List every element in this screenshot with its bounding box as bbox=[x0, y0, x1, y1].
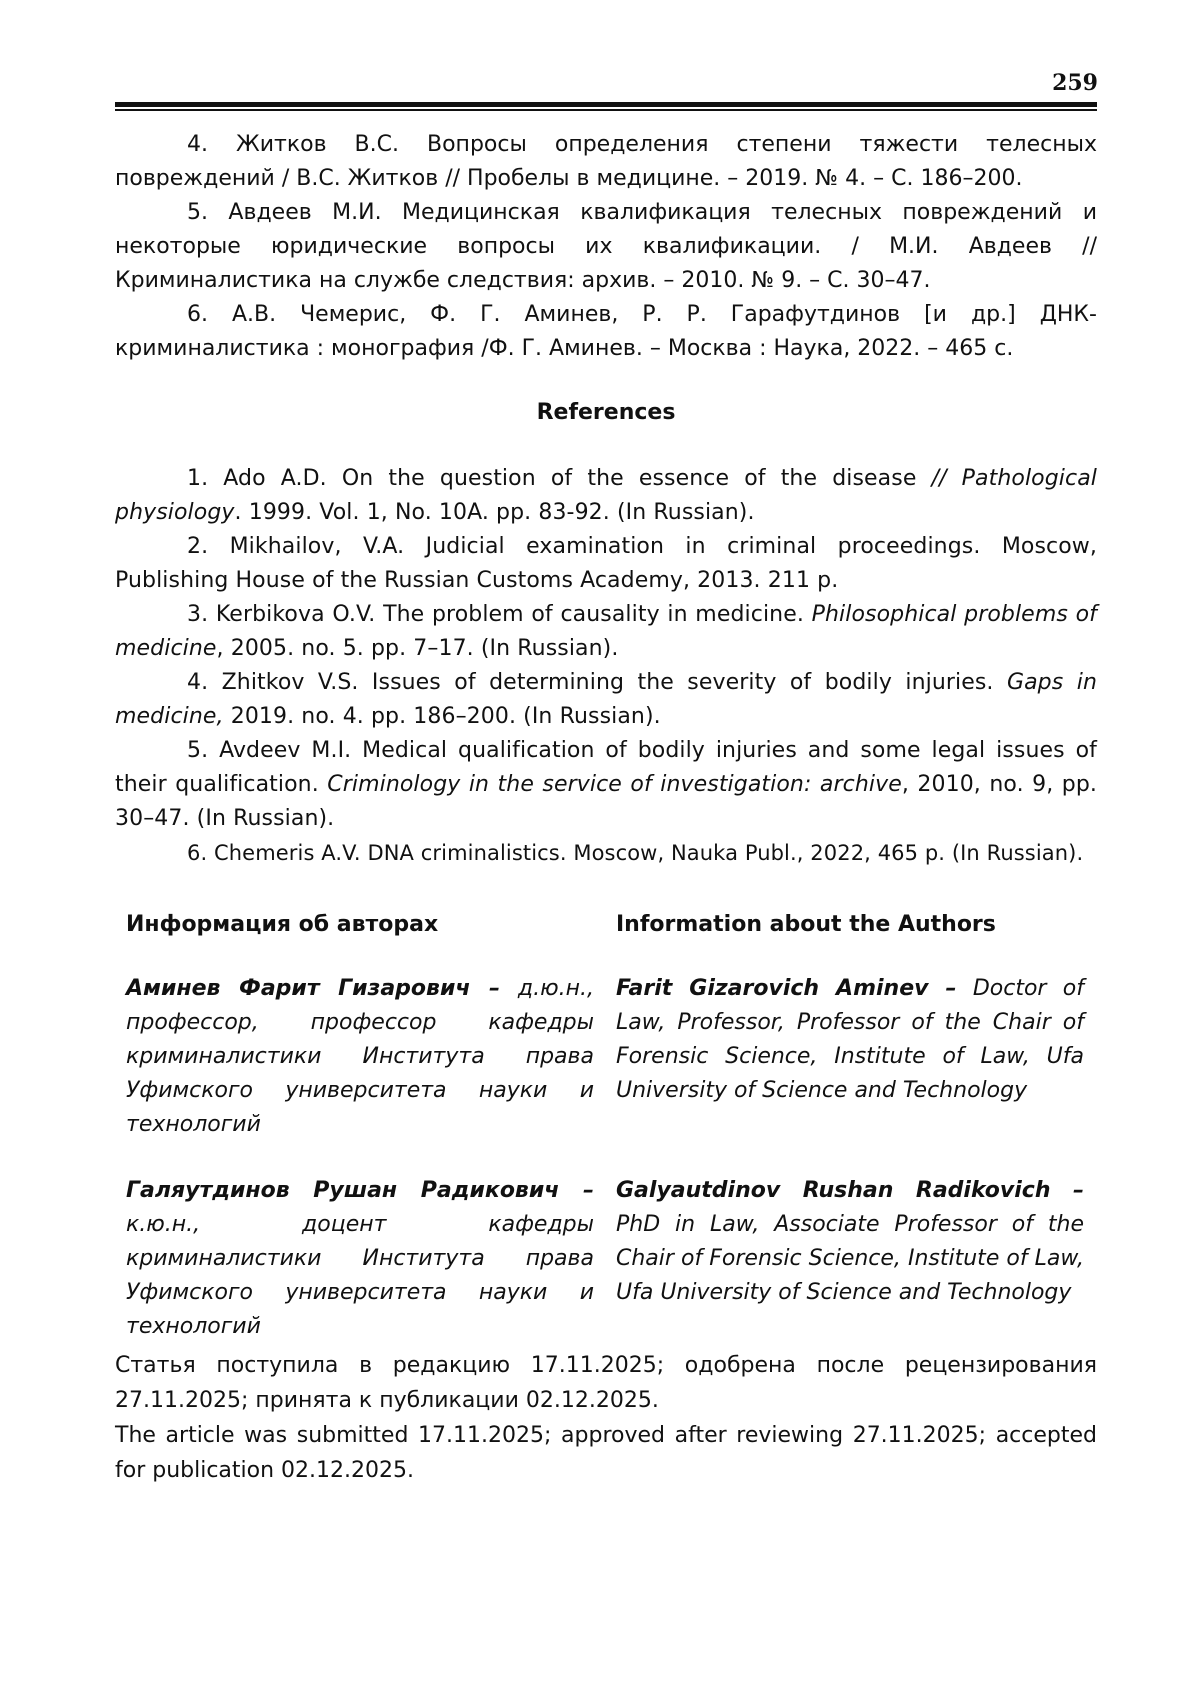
references-heading: References bbox=[536, 400, 676, 425]
authors-ru-heading: Информация об авторах bbox=[126, 912, 439, 937]
en-reference-item: 4. Zhitkov V.S. Issues of determining the severity of bodily injuries. Gaps in medicine, 2019. no. 4. pp. 186–200. (In Russian). bbox=[115, 670, 1097, 729]
article-dates bbox=[115, 1348, 1097, 1488]
header-rule-thick bbox=[115, 102, 1097, 107]
en-reference-item: 2. Mikhailov, V.A. Judicial examination in criminal proceedings. Moscow, Publishing House of the Russian Customs Academy, 2013. 211 p. bbox=[115, 534, 1097, 593]
article-dates-en: The article was submitted 17.11.2025; approved after reviewing 27.11.2025; accepted for publication 02.12.2025. bbox=[115, 1423, 1097, 1483]
author-ru-entry: Аминев Фарит Гизарович – д.ю.н., профессор, профессор кафедры криминалистики Института права Уфимского университета науки и технологий bbox=[126, 976, 594, 1137]
authors-ru-column bbox=[126, 908, 594, 1344]
ru-reference-item: 4. Житков В.С. Вопросы определения степени тяжести телесных повреждений / В.С. Житков // Пробелы в медицине. – 2019. № 4. – С. 186–200. bbox=[115, 132, 1097, 191]
english-reference-list bbox=[115, 462, 1097, 870]
header-rule-thin bbox=[115, 109, 1097, 111]
authors-en-column bbox=[616, 908, 1084, 1310]
ru-reference-item: 5. Авдеев М.И. Медицинская квалификация телесных повреждений и некоторые юридические вопросы их квалификации. / М.И. Авдеев // Криминалистика на службе следствия: архив. – 2010. № 9. – С. 30–47. bbox=[115, 200, 1097, 293]
ru-reference-item: 6. А.В. Чемерис, Ф. Г. Аминев, Р. Р. Гарафутдинов [и др.] ДНК-криминалистика : монография /Ф. Г. Аминев. – Москва : Наука, 2022. – 465 с. bbox=[115, 302, 1097, 361]
en-reference-item: 3. Kerbikova O.V. The problem of causality in medicine. Philosophical problems of medicine, 2005. no. 5. pp. 7–17. (In Russian). bbox=[115, 602, 1097, 661]
author-ru-entry: Галяутдинов Рушан Радикович – к.ю.н., доцент кафедры криминалистики Института права Уфимского университета науки и технологий bbox=[126, 1178, 594, 1339]
en-reference-item: 6. Chemeris A.V. DNA criminalistics. Moscow, Nauka Publ., 2022, 465 p. (In Russian). bbox=[187, 841, 1084, 865]
author-en-entry: Galyautdinov Rushan Radikovich – PhD in Law, Associate Professor of the Chair of Forensic Science, Institute of Law, Ufa University of Science and Technology bbox=[616, 1178, 1084, 1305]
article-dates-ru: Статья поступила в редакцию 17.11.2025; одобрена после рецензирования 27.11.2025; принята к публикации 02.12.2025. bbox=[115, 1353, 1097, 1413]
author-en-entry: Farit Gizarovich Aminev – Doctor of Law, Professor, Professor of the Chair of Forensic Science, Institute of Law, Ufa University of Science and Technology bbox=[616, 976, 1084, 1103]
russian-reference-list bbox=[115, 128, 1097, 366]
en-reference-item: 1. Ado A.D. On the question of the essence of the disease // Pathological physiology. 1999. Vol. 1, No. 10A. pp. 83-92. (In Russian). bbox=[115, 466, 1097, 525]
references-content bbox=[115, 128, 1097, 870]
authors-en-heading: Information about the Authors bbox=[616, 912, 996, 937]
page-number: 259 bbox=[1052, 70, 1098, 96]
en-reference-item: 5. Avdeev M.I. Medical qualification of bodily injuries and some legal issues of their qualification. Criminology in the service of investigation: archive, 2010, no. 9, pp. 30–47. (In Russian). bbox=[115, 738, 1097, 831]
